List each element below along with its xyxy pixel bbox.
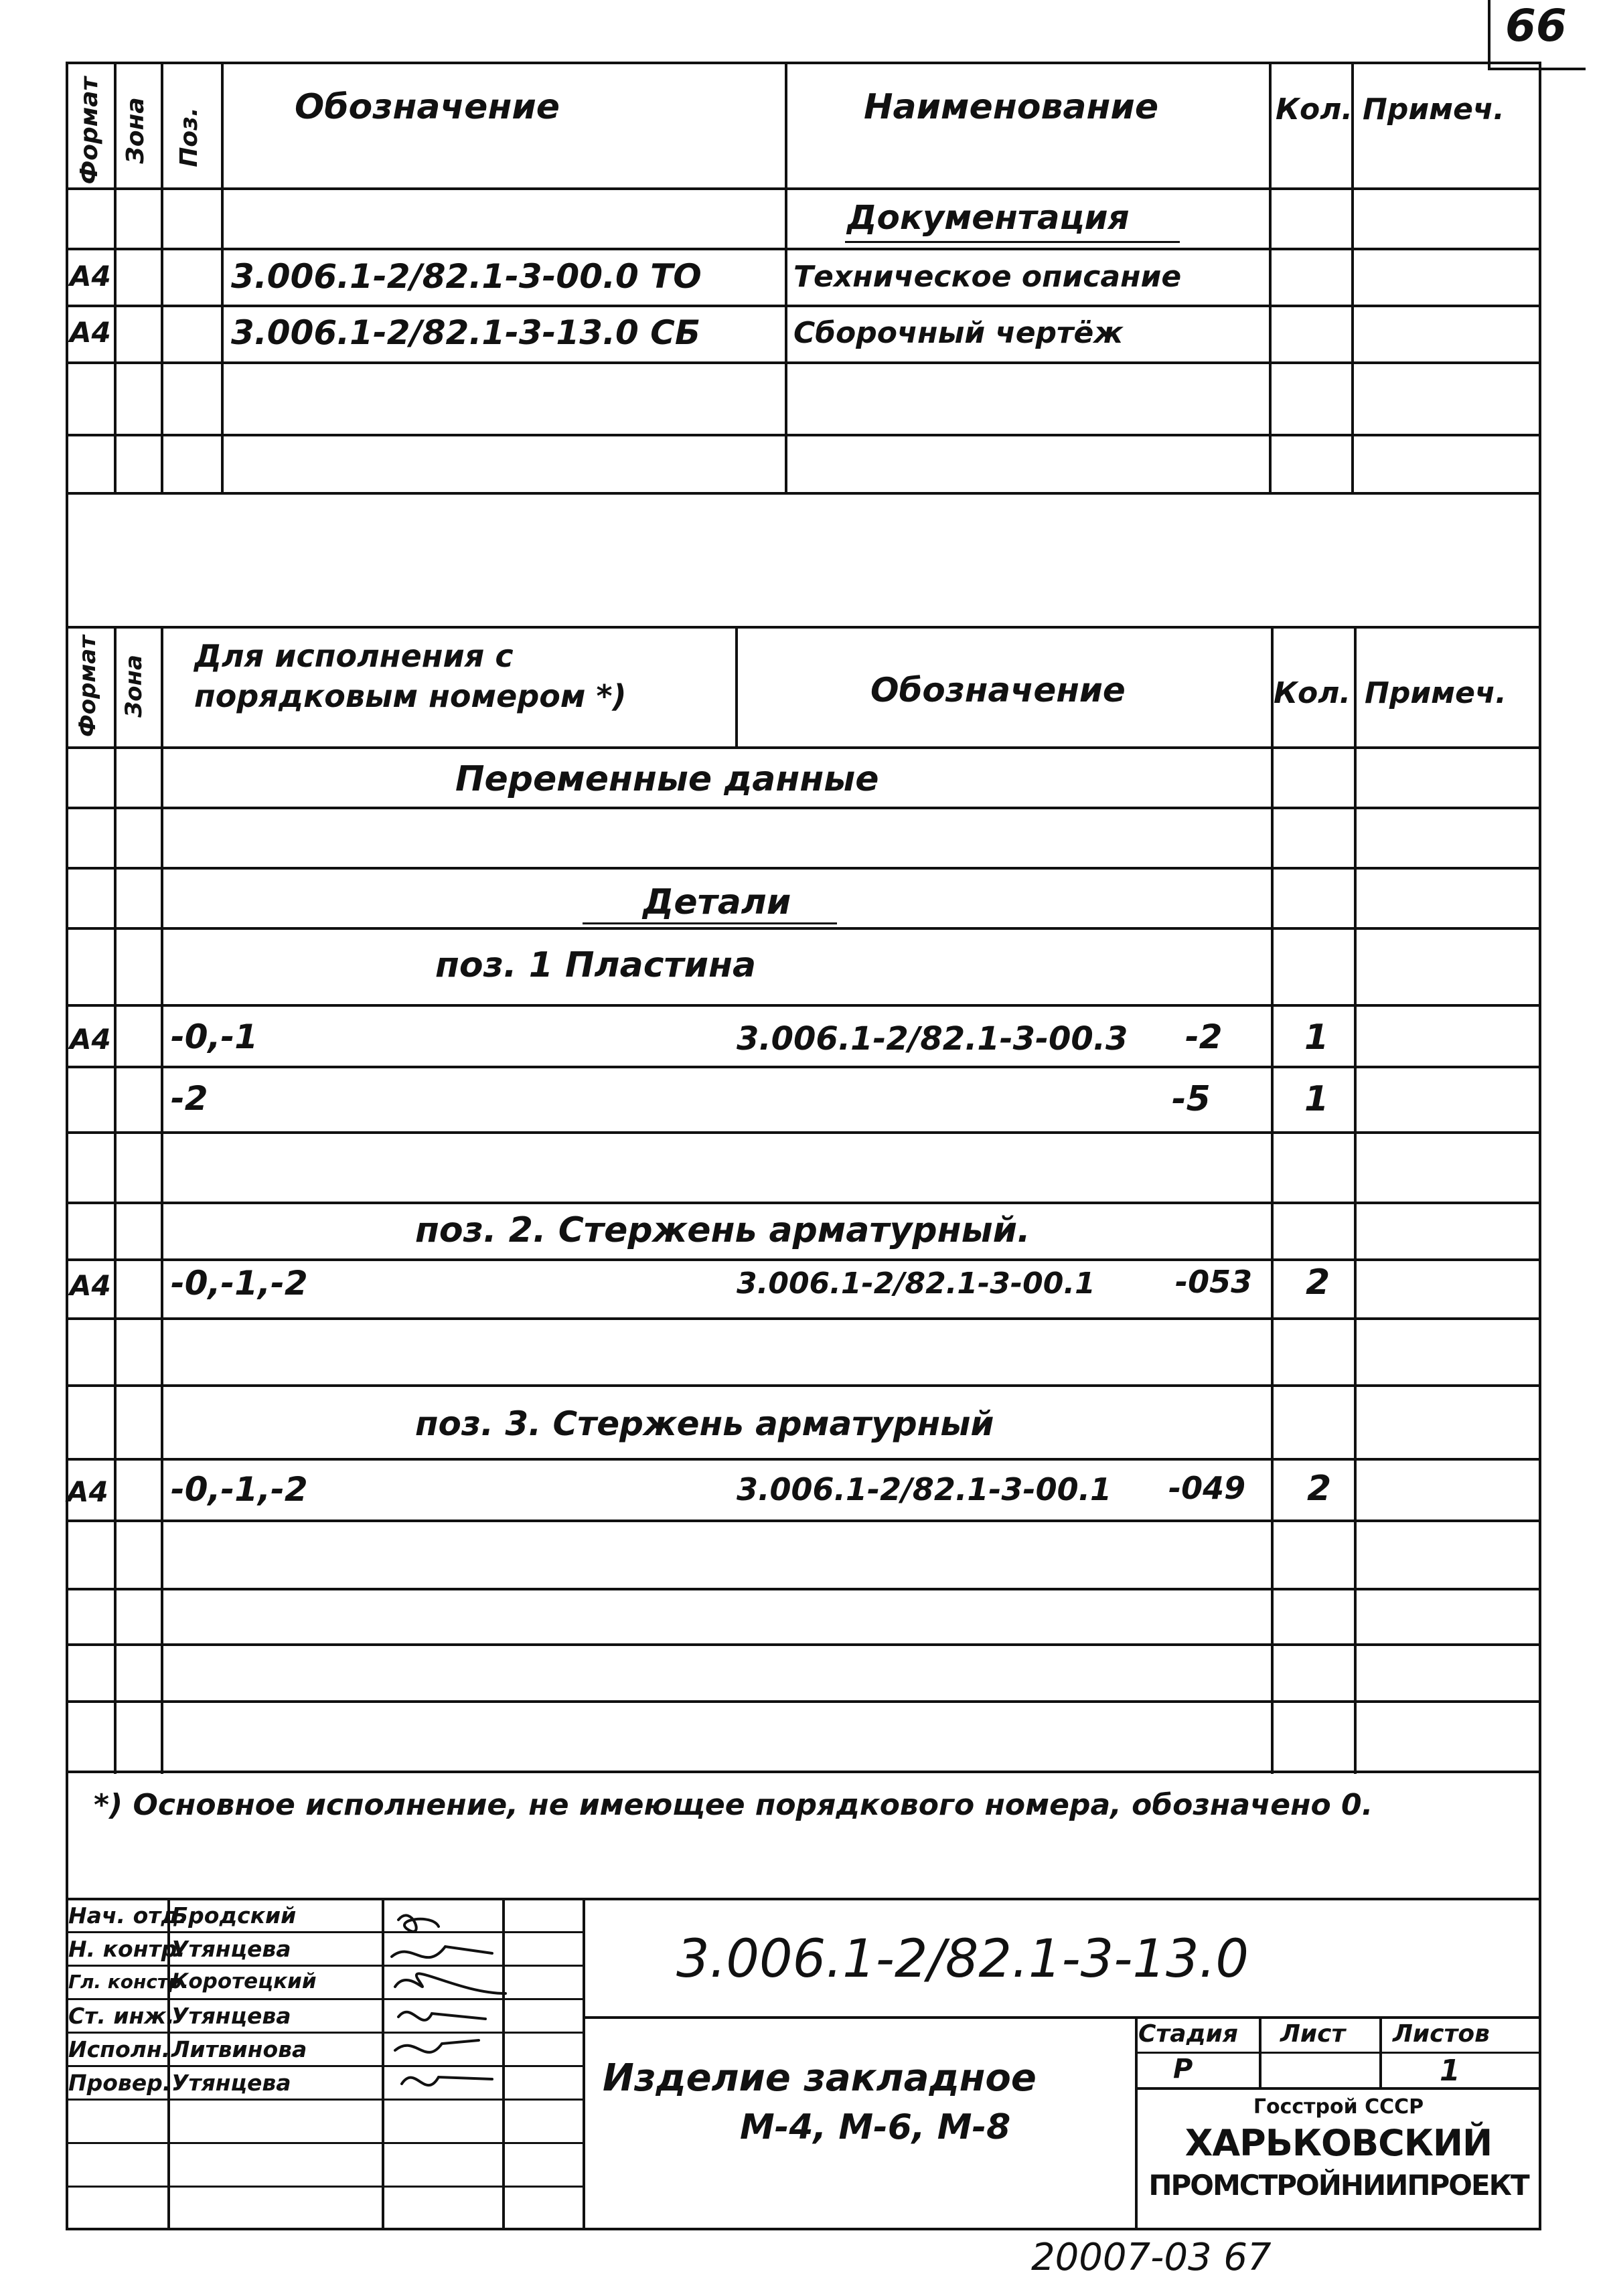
frame-bottom	[66, 2228, 1541, 2230]
var-row-suffix: -2	[1185, 1017, 1223, 1056]
var-row-line	[66, 1202, 1541, 1204]
var-header-line	[66, 746, 1541, 749]
stage-col-left	[1135, 2016, 1138, 2229]
sig-name: Коротецкий	[171, 1969, 317, 1993]
spec-col-line	[785, 62, 787, 493]
title-line-2: М-4, М-6, М-8	[740, 2107, 1011, 2147]
var-row-line	[66, 807, 1541, 809]
group-title: поз. 1 Пластина	[435, 945, 757, 985]
var-section: Детали	[643, 882, 791, 922]
corner-box-left	[1488, 0, 1490, 70]
var-row-designation: 3.006.1-2/82.1-3-00.3	[737, 1020, 1128, 1058]
var-section-underline	[583, 922, 837, 924]
title-split-line	[583, 2016, 1541, 2019]
spec-row-line	[66, 434, 1541, 436]
org-line-3: ПРОМСТРОЙНИИПРОЕКТ	[1148, 2169, 1529, 2202]
org-line-2: ХАРЬКОВСКИЙ	[1184, 2122, 1493, 2164]
sig-row-line	[66, 1998, 583, 2000]
var-header-designation: Обозначение	[870, 671, 1126, 710]
group-title: поз. 3. Стержень арматурный	[415, 1404, 994, 1443]
spec-col-line	[1269, 62, 1272, 493]
sig-row-line	[66, 2065, 583, 2067]
spec-col-line	[221, 62, 224, 493]
var-col-line	[1271, 626, 1274, 1774]
var-row-line	[66, 927, 1541, 930]
spec-row-name: Сборочный чертёж	[793, 316, 1124, 350]
sheet-corner-number: 66	[1505, 0, 1567, 52]
spec-row-line	[66, 361, 1541, 364]
frame-top	[66, 62, 1541, 64]
var-row-line	[66, 1131, 1541, 1134]
spec-header-designation: Обозначение	[295, 87, 560, 127]
sig-row-line	[66, 1931, 583, 1933]
var-col-line	[1354, 626, 1357, 1774]
var-row-variant: -2	[171, 1079, 208, 1118]
sig-name: Утянцева	[171, 2070, 291, 2096]
handwritten-signatures	[385, 1900, 499, 2101]
spec-row-designation: 3.006.1-2/82.1-3-13.0 СБ	[231, 313, 700, 352]
var-row-line	[66, 1771, 1541, 1773]
group-title: поз. 2. Стержень арматурный.	[415, 1210, 1030, 1250]
spec-row-name: Техническое описание	[793, 260, 1182, 294]
org-line-1: Госстрой СССР	[1253, 2095, 1424, 2119]
var-row-designation: 3.006.1-2/82.1-3-00.1	[737, 1266, 1095, 1301]
var-row-qty: 2	[1307, 1469, 1332, 1509]
var-row-line	[66, 1258, 1541, 1261]
var-row-variant: -0,-1,-2	[171, 1470, 308, 1509]
bottom-stamp: 20007-03 67	[1031, 2236, 1272, 2279]
spec-row-line	[66, 492, 1541, 495]
sig-name: Утянцева	[171, 1936, 291, 1962]
frame-right	[1539, 62, 1541, 2230]
spec-header-note: Примеч.	[1363, 92, 1505, 127]
spec-header-format: Формат	[76, 76, 103, 185]
var-header-variant: Для исполнения с порядковым номером *)	[194, 638, 627, 714]
spec-row-format: А4	[70, 316, 111, 349]
spec-header-pos: Поз.	[175, 107, 203, 167]
sig-row-line	[66, 2032, 583, 2034]
var-row-line	[66, 1458, 1541, 1461]
var-row-line	[66, 867, 1541, 870]
spec-section-title: Документация	[847, 198, 1130, 237]
spec-header-name: Наименование	[864, 87, 1159, 127]
stage-row-line	[1135, 2087, 1541, 2090]
sig-name: Утянцева	[171, 2003, 291, 2029]
var-title: Переменные данные	[455, 759, 879, 799]
var-col-line	[114, 626, 117, 1774]
var-col-line	[161, 626, 163, 1774]
var-row-line	[66, 1588, 1541, 1590]
sig-col-line	[382, 1898, 384, 2229]
var-row-designation: 3.006.1-2/82.1-3-00.1	[737, 1471, 1112, 1507]
var-row-suffix: -053	[1175, 1264, 1253, 1300]
spec-row-designation: 3.006.1-2/82.1-3-00.0 ТО	[231, 257, 702, 296]
sig-role: Провер.	[68, 2070, 171, 2096]
sig-name: Литвинова	[171, 2036, 307, 2062]
var-row-variant: -0,-1	[171, 1017, 258, 1056]
footnote: *) Основное исполнение, не имеющее порядкового номера, обозначено 0.	[94, 1788, 1373, 1822]
var-header-zone: Зона	[121, 655, 147, 718]
var-row-line	[66, 1643, 1541, 1646]
var-row-format: А4	[67, 1475, 108, 1508]
title-block-top	[66, 1898, 1541, 1900]
var-top-line	[66, 626, 1541, 629]
sig-row-line	[66, 2142, 583, 2144]
sig-row-line	[66, 2186, 583, 2188]
var-row-suffix: -049	[1168, 1470, 1246, 1506]
sig-role: Н. контр.	[68, 1936, 185, 1962]
var-row-variant: -0,-1,-2	[171, 1264, 308, 1303]
stage-value: Р	[1173, 2054, 1193, 2084]
var-row-format: А4	[70, 1023, 111, 1056]
spec-header-zone: Зона	[122, 97, 149, 164]
stage-label: Стадия	[1138, 2020, 1238, 2048]
title-block-divider	[583, 1898, 585, 2229]
var-row-qty: 1	[1304, 1017, 1329, 1058]
var-row-line	[66, 1066, 1541, 1068]
var-row-line	[66, 1384, 1541, 1387]
document-number: 3.006.1-2/82.1-3-13.0	[676, 1929, 1249, 1989]
sheets-label: Листов	[1393, 2020, 1490, 2048]
var-header-qty: Кол.	[1274, 676, 1351, 710]
var-row-line	[66, 1520, 1541, 1522]
spec-section-underline	[845, 241, 1180, 243]
corner-box-bottom	[1488, 68, 1586, 70]
var-row-qty: 2	[1306, 1262, 1330, 1303]
var-row-suffix: -5	[1172, 1079, 1211, 1119]
sig-row-line	[66, 2099, 583, 2101]
stage-row-line	[1135, 2052, 1541, 2054]
sig-role: Нач. отд.	[68, 1902, 187, 1929]
sig-row-line	[66, 1965, 583, 1967]
var-row-line	[66, 1700, 1541, 1703]
var-row-line	[66, 1004, 1541, 1007]
spec-row-line	[66, 248, 1541, 250]
var-col-line	[735, 626, 738, 746]
sheet-label: Лист	[1280, 2020, 1346, 2048]
sig-name: Бродский	[171, 1902, 297, 1929]
var-row-format: А4	[70, 1269, 111, 1302]
spec-header-qty: Кол.	[1276, 92, 1353, 127]
spec-row-line	[66, 305, 1541, 307]
var-row-qty: 1	[1304, 1079, 1329, 1119]
spec-header-line	[66, 187, 1541, 190]
var-row-line	[66, 1317, 1541, 1320]
sig-role: Гл. констр.	[68, 1971, 189, 1993]
var-header-format: Формат	[74, 635, 101, 737]
sig-role: Исполн.	[68, 2036, 171, 2062]
spec-row-format: А4	[70, 260, 111, 293]
title-line-1: Изделие закладное	[603, 2056, 1037, 2100]
sig-role: Ст. инж.	[68, 2003, 175, 2029]
var-header-note: Примеч.	[1365, 676, 1507, 710]
sig-col-line	[502, 1898, 505, 2229]
sheets-value: 1	[1440, 2054, 1460, 2088]
